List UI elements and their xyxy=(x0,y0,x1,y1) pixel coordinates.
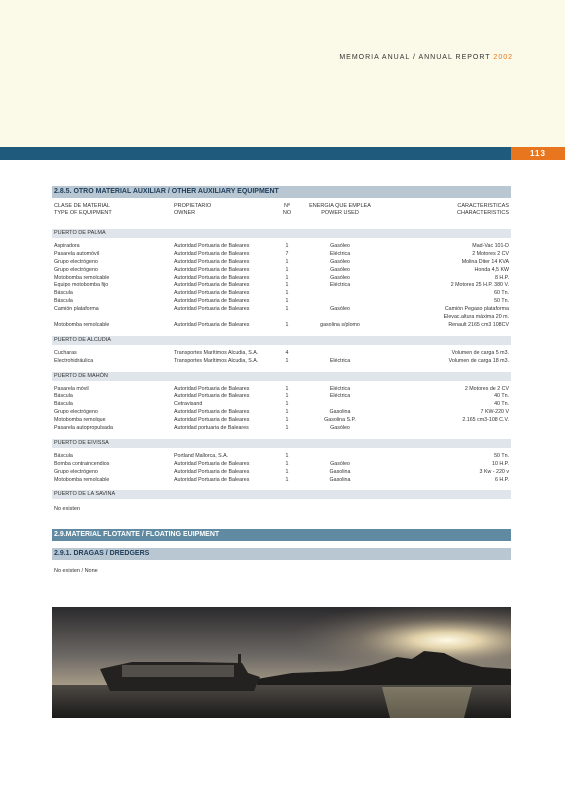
equipment-characteristics: Molina Diter 14 KVA xyxy=(461,258,509,265)
table-row xyxy=(52,386,511,394)
col-power-en: POWER USED xyxy=(321,210,359,216)
equipment-count: 7 xyxy=(285,250,289,257)
equipment-count: 1 xyxy=(285,401,289,408)
table-row xyxy=(52,251,511,259)
col-char-en: CHARACTERISTICS xyxy=(457,210,509,216)
equipment-characteristics: 50 Tn. xyxy=(494,298,509,305)
port-rows xyxy=(52,243,511,330)
equipment-characteristics: 50 Tn. xyxy=(494,452,509,459)
equipment-owner: Autoridad Portuaria de Baleares xyxy=(174,266,250,273)
col-owner xyxy=(174,203,276,217)
table-row xyxy=(52,358,511,366)
equipment-characteristics: Elevac.altura máxima 20 m. xyxy=(443,314,509,321)
section-title-2-9: 2.9.MATERIAL FLOTANTE / FLOATING EUIPMENT xyxy=(52,529,511,541)
equipment-count: 1 xyxy=(285,243,289,249)
table-row xyxy=(52,425,511,433)
col-characteristics xyxy=(379,203,509,217)
equipment-type: Aspiradora xyxy=(54,243,80,249)
port-rows xyxy=(52,386,511,433)
equipment-count: 1 xyxy=(285,417,289,424)
report-year: 2002 xyxy=(493,54,513,61)
equipment-owner: Autoridad Portuaria de Baleares xyxy=(174,393,250,400)
equipment-characteristics: Camión Pegaso plataforma xyxy=(444,306,509,313)
equipment-power: Eléctrica xyxy=(329,393,351,400)
equipment-owner: Autoridad Portuaria de Baleares xyxy=(174,282,250,289)
col-power xyxy=(302,203,378,217)
equipment-owner: Autoridad Portuaria de Baleares xyxy=(174,468,250,475)
equipment-count: 1 xyxy=(285,385,289,392)
equipment-owner: Autoridad Portuaria de Baleares xyxy=(174,243,250,249)
equipment-owner: Transportes Marítimos Alcudia, S.A. xyxy=(174,349,259,356)
equipment-type: Pasarela autopropulsada xyxy=(54,425,113,432)
equipment-count: 1 xyxy=(285,357,289,364)
dredgers-note: No existen / None xyxy=(54,568,98,575)
equipment-count: 1 xyxy=(285,409,289,416)
equipment-type: Motobomba remolcable xyxy=(54,274,110,281)
port-heading: PUERTO DE LA SAVINA xyxy=(52,490,511,499)
equipment-count: 1 xyxy=(285,282,289,289)
equipment-owner: Autoridad Portuaria de Baleares xyxy=(174,409,250,416)
equipment-count: 1 xyxy=(285,321,289,328)
equipment-owner: Autoridad Portuaria de Baleares xyxy=(174,417,250,424)
main-content xyxy=(52,186,511,575)
equipment-owner: Autoridad Portuaria de Baleares xyxy=(174,258,250,265)
equipment-type: Camión plataforma xyxy=(54,306,99,313)
equipment-characteristics: Volumen de carga 18 m3. xyxy=(448,357,509,364)
equipment-characteristics: 2 Motores 25 H.P. 380 V. xyxy=(450,282,509,289)
equipment-power: Gasóleo xyxy=(330,306,350,313)
equipment-type: Grupo electrógeno xyxy=(54,468,98,475)
header-area xyxy=(0,0,565,147)
equipment-characteristics: Mad-Vac 101-D xyxy=(472,243,509,249)
equipment-owner: Autoridad Portuaria de Baleares xyxy=(174,250,250,257)
equipment-type: Grupo electrógeno xyxy=(54,266,98,273)
equipment-owner: Autoridad Portuaria de Baleares xyxy=(174,298,250,305)
table-row xyxy=(52,306,511,314)
col-number-es: Nº xyxy=(284,203,290,209)
equipment-characteristics: 2 Motores 2 CV xyxy=(472,250,509,257)
equipment-characteristics: 60 Tn. xyxy=(494,290,509,297)
col-char-es: CARACTERISTICAS xyxy=(457,203,509,209)
col-type-en: TYPE OF EQUIPMENT xyxy=(54,210,112,216)
equipment-count: 1 xyxy=(285,266,289,273)
equipment-power: Gasolina xyxy=(329,409,351,416)
equipment-characteristics: 10 H.P. xyxy=(492,460,509,467)
equipment-characteristics: 3 Kw - 220 v xyxy=(479,468,509,475)
equipment-power: Gasolina xyxy=(329,476,351,483)
equipment-power: Gasolina S.P. xyxy=(324,417,356,424)
equipment-type: Motobomba remolcable xyxy=(54,321,110,328)
equipment-type: Cucharas xyxy=(54,349,77,356)
equipment-type: Motobomba remolcable xyxy=(54,476,110,483)
equipment-owner: Autoridad Portuaria de Baleares xyxy=(174,306,250,313)
equipment-power: Gasóleo xyxy=(330,243,350,249)
equipment-owner: Autoridad Portuaria de Baleares xyxy=(174,290,250,297)
equipment-power: Eléctrica xyxy=(329,385,351,392)
equipment-characteristics: 2 Motores de 2 CV xyxy=(464,385,509,392)
table-row xyxy=(52,401,511,409)
equipment-characteristics: 40 Tn. xyxy=(494,393,509,400)
col-type-es: CLASE DE MATERIAL xyxy=(54,203,110,209)
port-rows xyxy=(52,350,511,366)
port-heading: PUERTO DE PALMA xyxy=(52,229,511,238)
table-row xyxy=(52,267,511,275)
equipment-characteristics: Honda 4,5 KW xyxy=(474,266,509,273)
table-row xyxy=(52,409,511,417)
col-owner-es: PROPIETARIO xyxy=(174,203,212,209)
equipment-owner: Autoridad Portuaria de Baleares xyxy=(174,460,250,467)
equipment-type: Equipo motobomba fijo xyxy=(54,282,109,289)
equipment-count: 1 xyxy=(285,274,289,281)
equipment-characteristics: 8 H.P. xyxy=(494,274,509,281)
equipment-power: Gasóleo xyxy=(330,274,350,281)
equipment-characteristics: Volumen de carga 5 m3. xyxy=(451,349,509,356)
equipment-power: Gasóleo xyxy=(330,425,350,432)
equipment-power: Gasóleo xyxy=(330,266,350,273)
equipment-owner: Autoridad portuaria de Baleares xyxy=(174,425,249,432)
equipment-type: Báscula xyxy=(54,393,73,400)
running-head xyxy=(339,54,513,61)
table-row xyxy=(52,275,511,283)
equipment-type: Bomba contraincendios xyxy=(54,460,110,467)
equipment-power: Eléctrica xyxy=(329,357,351,364)
equipment-count: 1 xyxy=(285,306,289,313)
col-number-en: NO xyxy=(282,210,292,216)
equipment-characteristics: 6 H.P. xyxy=(494,476,509,483)
equipment-count: 1 xyxy=(285,476,289,483)
table-row xyxy=(52,469,511,477)
table-row xyxy=(52,477,511,485)
table-row xyxy=(52,298,511,306)
table-row xyxy=(52,350,511,358)
equipment-count: 1 xyxy=(285,468,289,475)
running-title: MEMORIA ANUAL / ANNUAL REPORT xyxy=(339,54,491,61)
equipment-owner: Autoridad Portuaria de Baleares xyxy=(174,321,250,328)
table-row xyxy=(52,461,511,469)
equipment-type: Báscula xyxy=(54,401,73,408)
equipment-type: Báscula xyxy=(54,290,73,297)
equipment-power: Eléctrica xyxy=(329,282,351,289)
table-header xyxy=(52,203,511,223)
section-title-2-9-1: 2.9.1. DRAGAS / DREDGERS xyxy=(52,548,511,560)
equipment-characteristics: 2.165 cm3-108 C.V. xyxy=(462,417,509,424)
col-type xyxy=(54,203,172,217)
table-row xyxy=(52,259,511,267)
equipment-type: Electrohidráulica xyxy=(54,357,94,364)
table-row xyxy=(52,314,511,322)
equipment-power: Gasolina xyxy=(329,468,351,475)
equipment-type: Pasarela automóvil xyxy=(54,250,100,257)
table-row xyxy=(52,417,511,425)
table-row xyxy=(52,282,511,290)
col-power-es: ENERGIA QUE EMPLEA xyxy=(309,203,371,209)
equipment-power: Eléctrica xyxy=(329,250,351,257)
equipment-power: gasolina s/plomo xyxy=(320,321,360,328)
port-heading: PUERTO DE ALCUDIA xyxy=(52,336,511,345)
equipment-owner: Autoridad Portuaria de Baleares xyxy=(174,385,250,392)
table-row xyxy=(52,393,511,401)
equipment-table xyxy=(52,229,511,499)
equipment-owner: Transportes Marítimos Alcudia, S.A. xyxy=(174,357,259,364)
table-row xyxy=(52,453,511,461)
equipment-count: 1 xyxy=(285,298,289,305)
col-owner-en: OWNER xyxy=(174,210,196,216)
equipment-type: Pasarela móvil xyxy=(54,385,89,392)
equipment-type: Báscula xyxy=(54,298,73,305)
port-heading: PUERTO DE MAHÓN xyxy=(52,372,511,381)
port-heading: PUERTO DE EIVISSA xyxy=(52,439,511,448)
equipment-type: Motobomba remolque xyxy=(54,417,106,424)
col-number xyxy=(276,203,298,217)
equipment-power: Gasóleo xyxy=(330,258,350,265)
equipment-type: Báscula xyxy=(54,452,73,459)
port-rows xyxy=(52,453,511,485)
savina-note: No existen xyxy=(54,506,80,513)
table-row xyxy=(52,290,511,298)
equipment-power: Gasóleo xyxy=(330,460,350,467)
equipment-count: 1 xyxy=(285,460,289,467)
equipment-count: 1 xyxy=(285,452,289,459)
equipment-owner: Autoridad Portuaria de Baleares xyxy=(174,274,250,281)
header-band xyxy=(0,147,511,160)
table-row xyxy=(52,322,511,330)
equipment-owner: Autoridad Portuaria de Baleares xyxy=(174,476,250,483)
equipment-type: Grupo electrógeno xyxy=(54,409,98,416)
equipment-type: Grupo electrógeno xyxy=(54,258,98,265)
equipment-count: 1 xyxy=(285,425,289,432)
equipment-characteristics: 7 KW-220 V xyxy=(480,409,509,416)
equipment-characteristics: 40 Tn. xyxy=(494,401,509,408)
section-title-2-8-5: 2.8.5. OTRO MATERIAL AUXILIAR / OTHER AUXILIARY EQUIPMENT xyxy=(52,186,511,198)
equipment-characteristics: Renault 2165 cm3 108CV xyxy=(448,321,509,328)
equipment-owner: Portland Mallorca, S.A. xyxy=(174,452,229,459)
equipment-count: 1 xyxy=(285,290,289,297)
equipment-count: 1 xyxy=(285,258,289,265)
harbor-photo xyxy=(52,607,511,718)
sunset-ship-image xyxy=(52,607,511,718)
equipment-count: 1 xyxy=(285,393,289,400)
table-row xyxy=(52,243,511,251)
page-number: 113 xyxy=(511,147,565,160)
equipment-owner: Cetravisand xyxy=(174,401,203,408)
equipment-count: 4 xyxy=(285,349,289,356)
